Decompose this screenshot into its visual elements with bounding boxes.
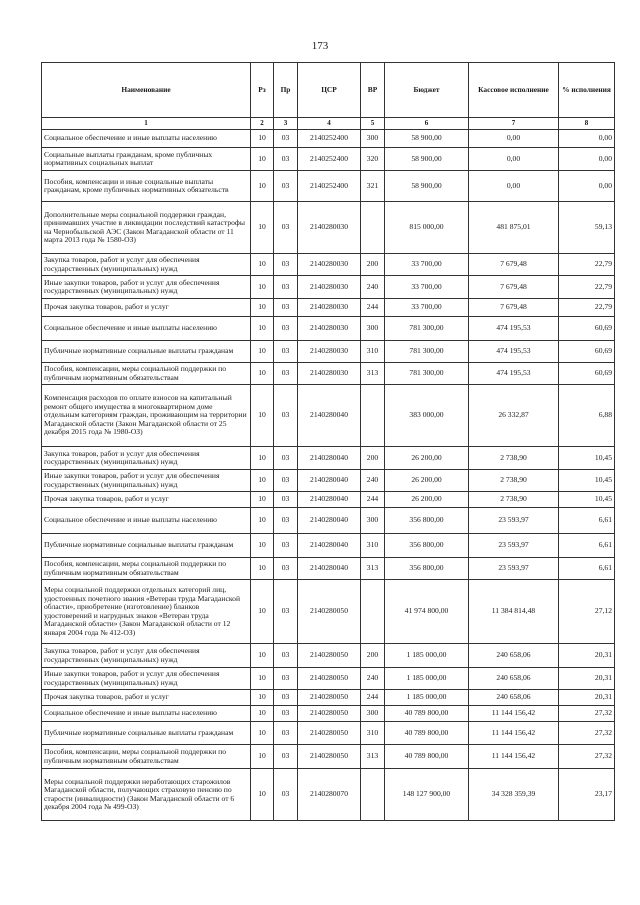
table-row	[42, 254, 615, 276]
cell-kassa: 34 328 359,39	[469, 769, 559, 821]
cell-vr: 321	[361, 171, 385, 202]
col-number: 5	[361, 118, 385, 130]
cell-csr: 2140280040	[298, 385, 361, 447]
table-row	[42, 534, 615, 558]
cell-pct: 6,61	[559, 558, 615, 580]
cell-rz: 10	[251, 722, 274, 745]
cell-name: Прочая закупка товаров, работ и услуг	[42, 299, 251, 317]
cell-kassa: 2 738,90	[469, 492, 559, 508]
cell-csr: 2140280040	[298, 558, 361, 580]
cell-budget: 58 900,00	[385, 130, 469, 148]
cell-pr: 03	[274, 276, 298, 299]
cell-csr: 2140252400	[298, 171, 361, 202]
cell-csr: 2140252400	[298, 130, 361, 148]
cell-csr: 2140280030	[298, 317, 361, 341]
cell-kassa: 240 658,06	[469, 644, 559, 668]
cell-csr: 2140280050	[298, 644, 361, 668]
cell-name: Социальное обеспечение и иные выплаты населению	[42, 508, 251, 534]
cell-name: Социальное обеспечение и иные выплаты населению	[42, 130, 251, 148]
cell-kassa: 240 658,06	[469, 668, 559, 690]
table-row	[42, 317, 615, 341]
cell-csr: 2140280040	[298, 534, 361, 558]
cell-csr: 2140280030	[298, 254, 361, 276]
cell-csr: 2140280030	[298, 299, 361, 317]
cell-pct: 0,00	[559, 148, 615, 171]
table-row	[42, 130, 615, 148]
column-number-row	[42, 118, 615, 130]
cell-budget: 33 700,00	[385, 254, 469, 276]
cell-budget: 781 300,00	[385, 363, 469, 385]
cell-budget: 40 789 800,00	[385, 706, 469, 722]
table-row	[42, 363, 615, 385]
cell-name: Иные закупки товаров, работ и услуг для обеспечения государственных (муниципальных) нужд	[42, 470, 251, 492]
col-number: 3	[274, 118, 298, 130]
cell-pr: 03	[274, 706, 298, 722]
cell-pr: 03	[274, 317, 298, 341]
cell-name: Иные закупки товаров, работ и услуг для обеспечения государственных (муниципальных) нужд	[42, 668, 251, 690]
cell-vr	[361, 580, 385, 644]
cell-kassa: 481 875,01	[469, 202, 559, 254]
table-row	[42, 341, 615, 363]
cell-vr: 244	[361, 690, 385, 706]
cell-csr: 2140280030	[298, 276, 361, 299]
cell-pct: 10,45	[559, 447, 615, 470]
cell-rz: 10	[251, 745, 274, 769]
header-row	[42, 63, 615, 118]
cell-pr: 03	[274, 508, 298, 534]
cell-kassa: 474 195,53	[469, 317, 559, 341]
cell-pr: 03	[274, 385, 298, 447]
table-row	[42, 745, 615, 769]
table-row	[42, 447, 615, 470]
cell-csr: 2140280050	[298, 668, 361, 690]
cell-rz: 10	[251, 385, 274, 447]
cell-pct: 20,31	[559, 644, 615, 668]
table-row	[42, 722, 615, 745]
cell-name: Публичные нормативные социальные выплаты гражданам	[42, 722, 251, 745]
cell-rz: 10	[251, 171, 274, 202]
cell-rz: 10	[251, 470, 274, 492]
table-row	[42, 668, 615, 690]
cell-pr: 03	[274, 722, 298, 745]
header-vr: ВР	[361, 63, 385, 118]
cell-vr: 313	[361, 745, 385, 769]
cell-budget: 356 800,00	[385, 558, 469, 580]
cell-budget: 356 800,00	[385, 508, 469, 534]
cell-pr: 03	[274, 644, 298, 668]
cell-rz: 10	[251, 130, 274, 148]
cell-budget: 26 200,00	[385, 470, 469, 492]
cell-rz: 10	[251, 534, 274, 558]
cell-rz: 10	[251, 644, 274, 668]
cell-csr: 2140280050	[298, 706, 361, 722]
cell-rz: 10	[251, 276, 274, 299]
cell-budget: 33 700,00	[385, 299, 469, 317]
cell-vr: 310	[361, 341, 385, 363]
cell-budget: 40 789 800,00	[385, 745, 469, 769]
col-number: 7	[469, 118, 559, 130]
cell-vr	[361, 769, 385, 821]
cell-pr: 03	[274, 363, 298, 385]
cell-csr: 2140252400	[298, 148, 361, 171]
cell-name: Компенсация расходов по оплате взносов на капитальный ремонт общего имущества в многоквартирном доме отдельным категориям граждан, проживающим на территории Магаданской области (Закон Магаданской области от 25 декабря 2015 года № 1980-ОЗ)	[42, 385, 251, 447]
cell-budget: 148 127 900,00	[385, 769, 469, 821]
cell-budget: 41 974 800,00	[385, 580, 469, 644]
col-number: 6	[385, 118, 469, 130]
cell-pct: 27,32	[559, 722, 615, 745]
table-row	[42, 706, 615, 722]
cell-kassa: 474 195,53	[469, 341, 559, 363]
table-body	[42, 130, 615, 821]
cell-rz: 10	[251, 690, 274, 706]
cell-vr: 200	[361, 254, 385, 276]
cell-csr: 2140280030	[298, 202, 361, 254]
cell-name: Прочая закупка товаров, работ и услуг	[42, 690, 251, 706]
header-pct: % исполнения	[559, 63, 615, 118]
cell-pr: 03	[274, 690, 298, 706]
cell-budget: 356 800,00	[385, 534, 469, 558]
cell-vr: 200	[361, 447, 385, 470]
cell-vr: 200	[361, 644, 385, 668]
cell-csr: 2140280050	[298, 722, 361, 745]
cell-csr: 2140280040	[298, 508, 361, 534]
cell-vr: 300	[361, 706, 385, 722]
cell-kassa: 23 593,97	[469, 534, 559, 558]
cell-name: Пособия, компенсации, меры социальной поддержки по публичным нормативным обязательствам	[42, 745, 251, 769]
cell-rz: 10	[251, 706, 274, 722]
cell-pr: 03	[274, 171, 298, 202]
table-row	[42, 470, 615, 492]
cell-kassa: 23 593,97	[469, 508, 559, 534]
cell-kassa: 0,00	[469, 171, 559, 202]
cell-kassa: 474 195,53	[469, 363, 559, 385]
cell-pct: 20,31	[559, 690, 615, 706]
cell-vr: 310	[361, 722, 385, 745]
cell-pr: 03	[274, 341, 298, 363]
cell-name: Дополнительные меры социальной поддержки граждан, принимавших участие в ликвидации последствий катастрофы на Чернобыльской АЭС (Закон Магаданской области от 11 марта 2013 года № 1580-ОЗ)	[42, 202, 251, 254]
col-number: 1	[42, 118, 251, 130]
cell-pct: 60,69	[559, 363, 615, 385]
cell-name: Социальное обеспечение и иные выплаты населению	[42, 706, 251, 722]
cell-csr: 2140280050	[298, 690, 361, 706]
cell-pr: 03	[274, 202, 298, 254]
cell-budget: 26 200,00	[385, 447, 469, 470]
cell-rz: 10	[251, 492, 274, 508]
cell-kassa: 2 738,90	[469, 447, 559, 470]
header-name: Наименование	[42, 63, 251, 118]
cell-kassa: 11 144 156,42	[469, 706, 559, 722]
cell-pr: 03	[274, 580, 298, 644]
cell-pct: 6,61	[559, 534, 615, 558]
cell-pct: 10,45	[559, 492, 615, 508]
cell-budget: 1 185 000,00	[385, 668, 469, 690]
cell-name: Публичные нормативные социальные выплаты гражданам	[42, 534, 251, 558]
cell-rz: 10	[251, 148, 274, 171]
cell-pct: 22,79	[559, 276, 615, 299]
cell-csr: 2140280050	[298, 580, 361, 644]
cell-budget: 26 200,00	[385, 492, 469, 508]
cell-kassa: 0,00	[469, 148, 559, 171]
cell-kassa: 7 679,48	[469, 276, 559, 299]
table-row	[42, 385, 615, 447]
cell-vr: 313	[361, 558, 385, 580]
header-kassa: Кассовое исполнение	[469, 63, 559, 118]
cell-name: Закупка товаров, работ и услуг для обеспечения государственных (муниципальных) нужд	[42, 254, 251, 276]
cell-name: Меры социальной поддержки неработающих старожилов Магаданской области, получающих страховую пенсию по старости (инвалидности) (Закон Магаданской области от 6 декабря 2004 года № 499-ОЗ)	[42, 769, 251, 821]
cell-budget: 383 000,00	[385, 385, 469, 447]
cell-csr: 2140280040	[298, 470, 361, 492]
cell-rz: 10	[251, 299, 274, 317]
cell-pr: 03	[274, 470, 298, 492]
cell-kassa: 11 384 814,48	[469, 580, 559, 644]
table-row	[42, 202, 615, 254]
cell-pct: 6,88	[559, 385, 615, 447]
cell-pct: 10,45	[559, 470, 615, 492]
cell-name: Пособия, компенсации, меры социальной поддержки по публичным нормативным обязательствам	[42, 558, 251, 580]
cell-rz: 10	[251, 580, 274, 644]
cell-pr: 03	[274, 558, 298, 580]
cell-pct: 60,69	[559, 341, 615, 363]
cell-kassa: 0,00	[469, 130, 559, 148]
cell-name: Публичные нормативные социальные выплаты гражданам	[42, 341, 251, 363]
cell-kassa: 23 593,97	[469, 558, 559, 580]
cell-pr: 03	[274, 668, 298, 690]
cell-pct: 59,13	[559, 202, 615, 254]
cell-vr: 244	[361, 492, 385, 508]
table-row	[42, 276, 615, 299]
cell-rz: 10	[251, 558, 274, 580]
cell-budget: 40 789 800,00	[385, 722, 469, 745]
cell-pct: 27,32	[559, 745, 615, 769]
cell-vr	[361, 202, 385, 254]
cell-name: Меры социальной поддержки отдельных категорий лиц, удостоенных почетного звания «Ветеран труда Магаданской области», приобретение (изготовление) бланков удостоверений и нагрудных знаков «Ветеран труда Магаданской области» (Закон Магаданской области от 12 января 2004 года № 412-ОЗ)	[42, 580, 251, 644]
cell-budget: 1 185 000,00	[385, 644, 469, 668]
cell-vr: 240	[361, 470, 385, 492]
cell-name: Пособия, компенсации, меры социальной поддержки по публичным нормативным обязательствам	[42, 363, 251, 385]
cell-budget: 781 300,00	[385, 341, 469, 363]
cell-vr: 310	[361, 534, 385, 558]
cell-rz: 10	[251, 202, 274, 254]
cell-pct: 0,00	[559, 171, 615, 202]
col-number: 4	[298, 118, 361, 130]
cell-kassa: 11 144 156,42	[469, 722, 559, 745]
cell-csr: 2140280040	[298, 447, 361, 470]
cell-csr: 2140280050	[298, 745, 361, 769]
cell-kassa: 240 658,06	[469, 690, 559, 706]
table-row	[42, 644, 615, 668]
cell-vr: 313	[361, 363, 385, 385]
cell-name: Закупка товаров, работ и услуг для обеспечения государственных (муниципальных) нужд	[42, 447, 251, 470]
table-row	[42, 769, 615, 821]
cell-pct: 27,32	[559, 706, 615, 722]
cell-budget: 58 900,00	[385, 148, 469, 171]
cell-budget: 33 700,00	[385, 276, 469, 299]
cell-pct: 23,17	[559, 769, 615, 821]
cell-pr: 03	[274, 254, 298, 276]
cell-rz: 10	[251, 363, 274, 385]
cell-csr: 2140280030	[298, 363, 361, 385]
header-csr: ЦСР	[298, 63, 361, 118]
cell-kassa: 7 679,48	[469, 254, 559, 276]
cell-pct: 20,31	[559, 668, 615, 690]
cell-kassa: 7 679,48	[469, 299, 559, 317]
cell-rz: 10	[251, 317, 274, 341]
table-row	[42, 148, 615, 171]
cell-name: Пособия, компенсации и иные социальные выплаты гражданам, кроме публичных нормативных обязательств	[42, 171, 251, 202]
cell-vr: 240	[361, 276, 385, 299]
table-row	[42, 508, 615, 534]
cell-vr	[361, 385, 385, 447]
cell-name: Социальные выплаты гражданам, кроме публичных нормативных социальных выплат	[42, 148, 251, 171]
cell-vr: 300	[361, 130, 385, 148]
table-row	[42, 690, 615, 706]
cell-csr: 2140280070	[298, 769, 361, 821]
cell-pct: 0,00	[559, 130, 615, 148]
table-row	[42, 171, 615, 202]
cell-pr: 03	[274, 769, 298, 821]
cell-vr: 244	[361, 299, 385, 317]
cell-vr: 240	[361, 668, 385, 690]
header-budget: Бюджет	[385, 63, 469, 118]
page-number: 173	[311, 40, 329, 52]
cell-budget: 58 900,00	[385, 171, 469, 202]
cell-kassa: 2 738,90	[469, 470, 559, 492]
cell-vr: 320	[361, 148, 385, 171]
cell-rz: 10	[251, 508, 274, 534]
table-row	[42, 299, 615, 317]
cell-pr: 03	[274, 148, 298, 171]
cell-pct: 27,12	[559, 580, 615, 644]
cell-budget: 1 185 000,00	[385, 690, 469, 706]
cell-csr: 2140280040	[298, 492, 361, 508]
cell-rz: 10	[251, 668, 274, 690]
cell-pr: 03	[274, 745, 298, 769]
cell-vr: 300	[361, 317, 385, 341]
cell-pct: 22,79	[559, 299, 615, 317]
cell-name: Прочая закупка товаров, работ и услуг	[42, 492, 251, 508]
table-row	[42, 580, 615, 644]
cell-name: Иные закупки товаров, работ и услуг для обеспечения государственных (муниципальных) нужд	[42, 276, 251, 299]
header-pr: Пр	[274, 63, 298, 118]
cell-rz: 10	[251, 254, 274, 276]
cell-pr: 03	[274, 130, 298, 148]
header-rz: Рз	[251, 63, 274, 118]
budget-table	[41, 62, 615, 821]
table-row	[42, 492, 615, 508]
cell-budget: 781 300,00	[385, 317, 469, 341]
table-row	[42, 558, 615, 580]
col-number: 2	[251, 118, 274, 130]
cell-pr: 03	[274, 534, 298, 558]
cell-kassa: 26 332,87	[469, 385, 559, 447]
cell-vr: 300	[361, 508, 385, 534]
cell-name: Социальное обеспечение и иные выплаты населению	[42, 317, 251, 341]
cell-name: Закупка товаров, работ и услуг для обеспечения государственных (муниципальных) нужд	[42, 644, 251, 668]
col-number: 8	[559, 118, 615, 130]
cell-pr: 03	[274, 299, 298, 317]
cell-pct: 60,69	[559, 317, 615, 341]
cell-kassa: 11 144 156,42	[469, 745, 559, 769]
cell-pct: 22,79	[559, 254, 615, 276]
cell-budget: 815 000,00	[385, 202, 469, 254]
cell-rz: 10	[251, 769, 274, 821]
cell-rz: 10	[251, 341, 274, 363]
cell-pr: 03	[274, 447, 298, 470]
cell-pct: 6,61	[559, 508, 615, 534]
cell-rz: 10	[251, 447, 274, 470]
cell-pr: 03	[274, 492, 298, 508]
cell-csr: 2140280030	[298, 341, 361, 363]
